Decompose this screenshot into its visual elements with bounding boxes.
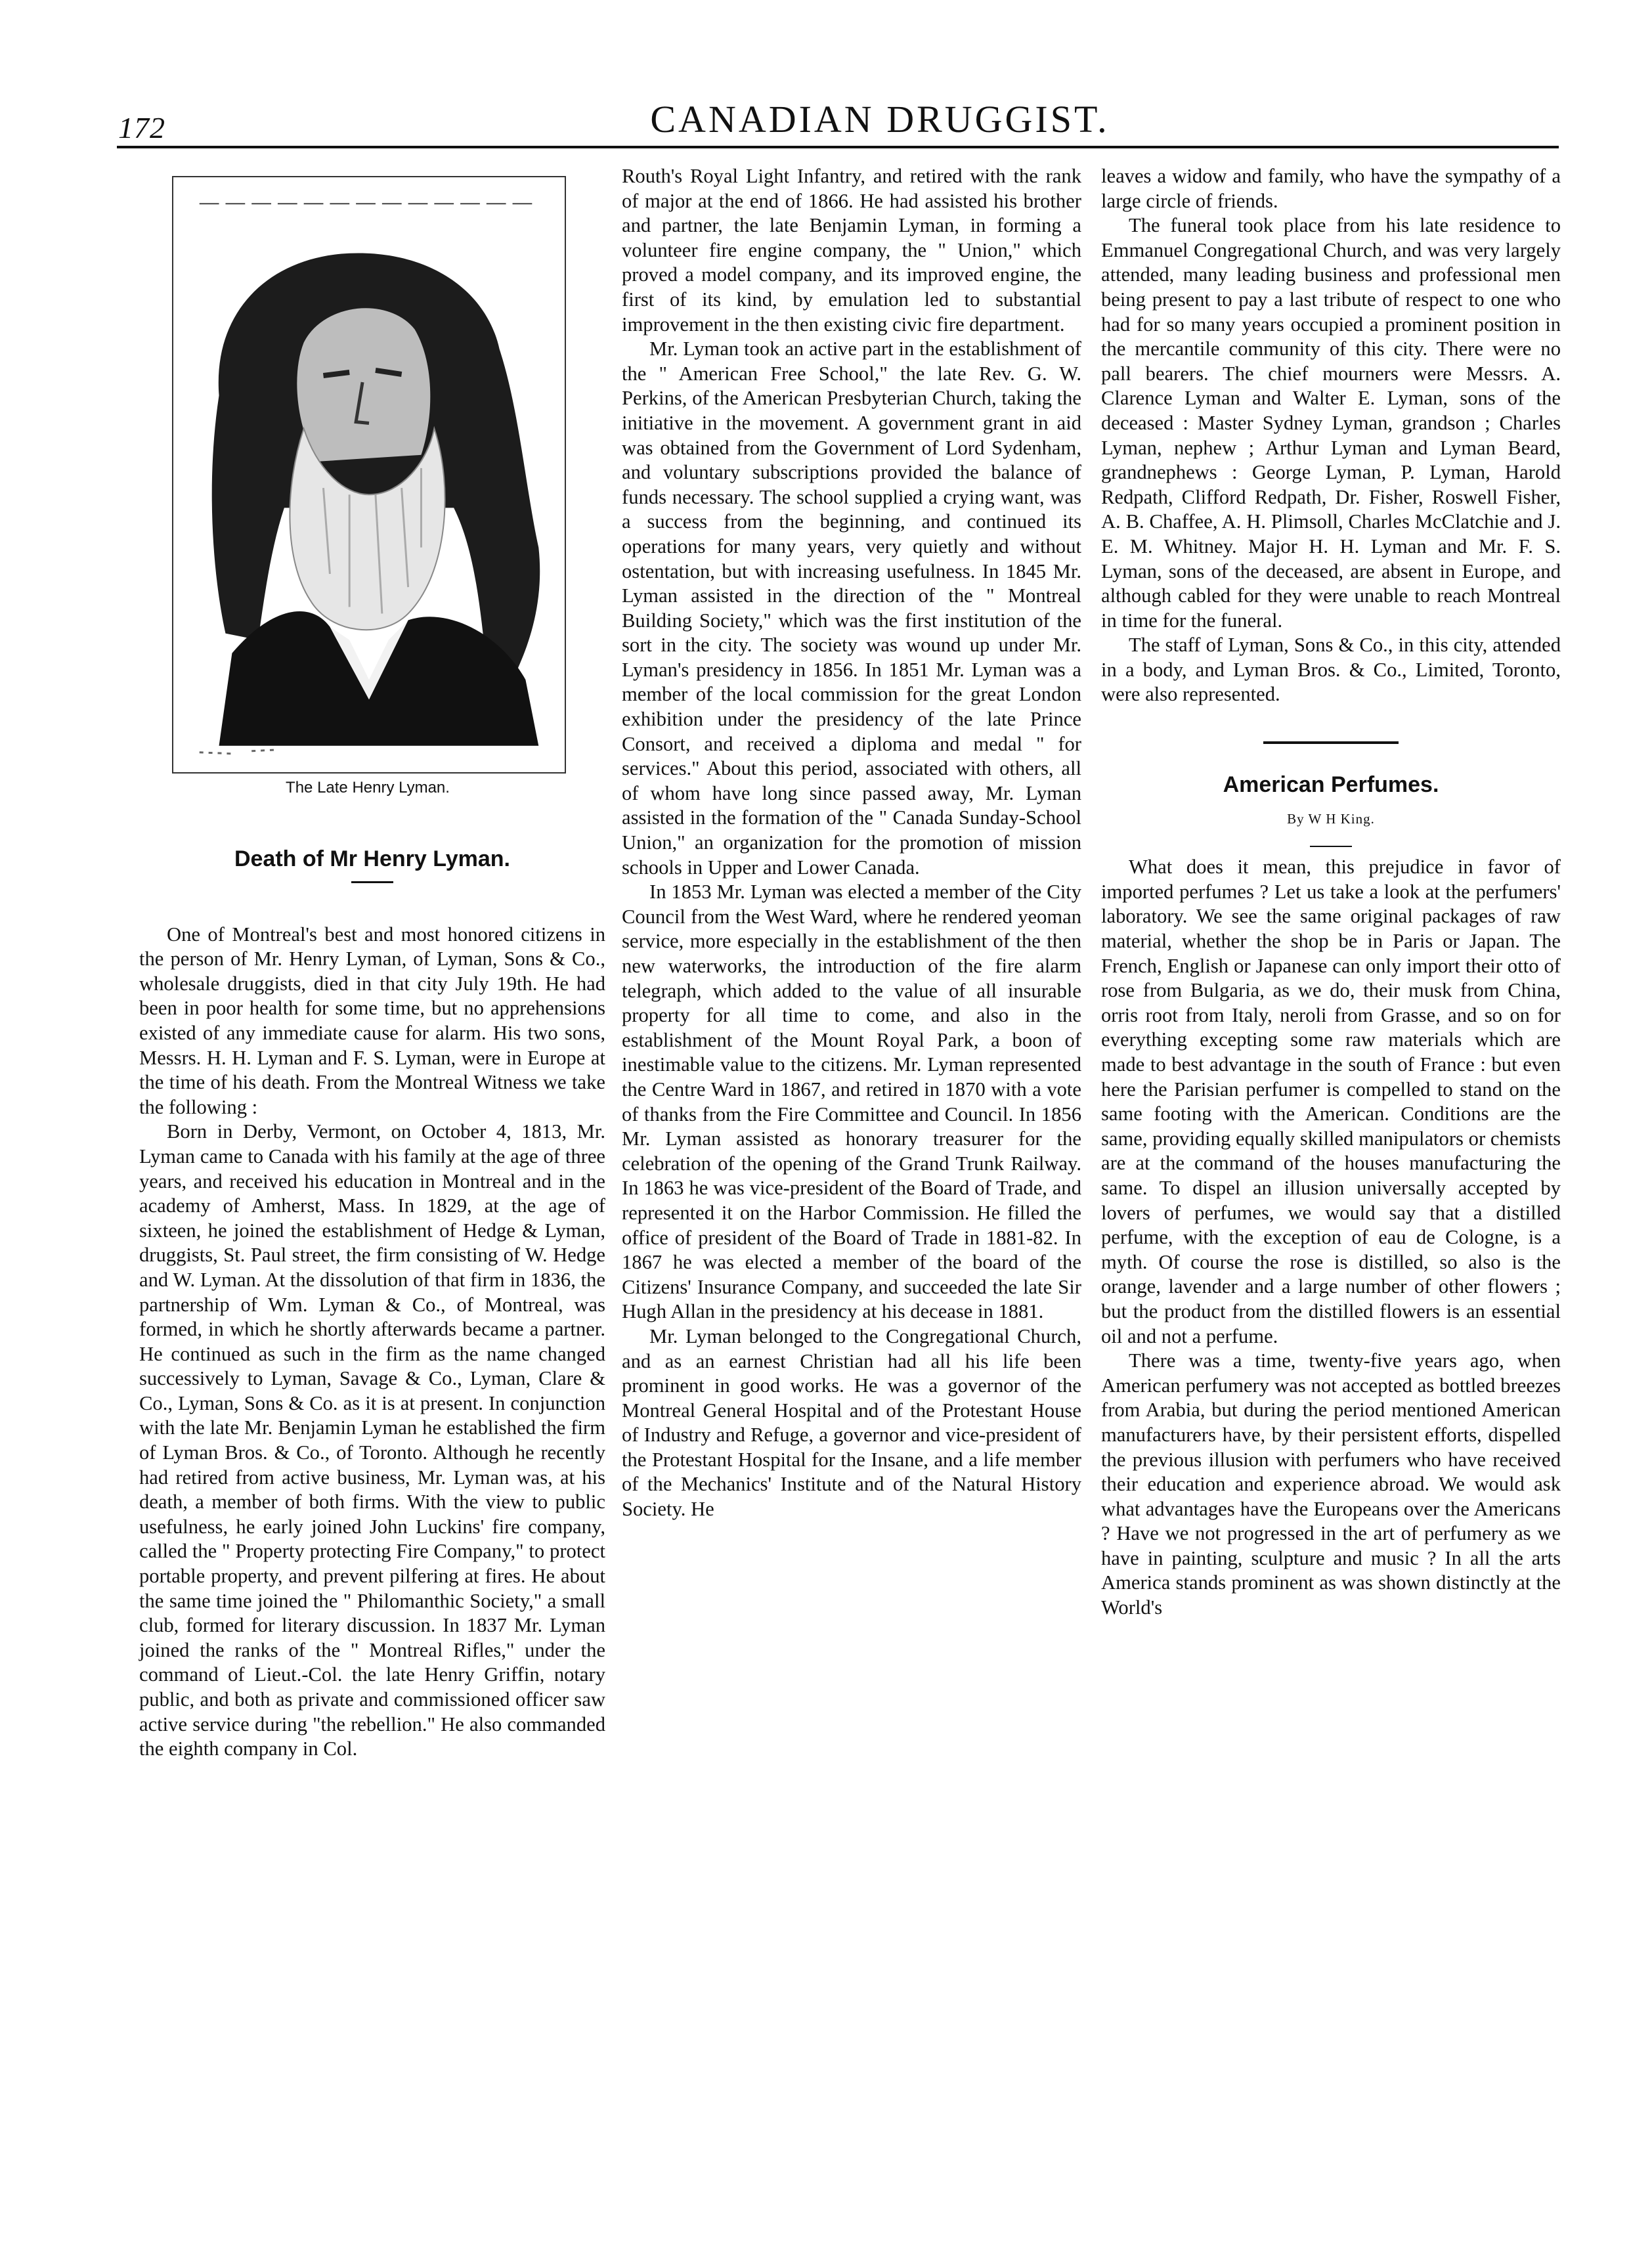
paragraph: Mr. Lyman took an active part in the establishment of the " American Free School," the late Rev. G. W. Perkins, of the American Presbyterian Church, taking the initiative in the movement. A government grant in aid was obtained from the Government of Lord Sydenham, and voluntary subscriptions provided the balance of funds necessary. The school supplied a crying want, was a success from the beginning, and continued its operations for many years, very quietly and without ostentation, but with increasing usefulness. In 1845 Mr. Lyman assisted in the direction of the " Montreal Building Society," which was the first institution of the sort in the city. The society was wound up under Mr. Lyman's presidency in 1856. In 1851 Mr. Lyman was a member of the local commission for the great London exhibition under the presidency of the late Prince Consort, and received a diploma and medal " for services." About this period, associated with others, all of whom have long since passed away, Mr. Lyman assisted in the formation of the " Canada Sunday-School Union," an organization for the promotion of mission schools in Upper and Lower Canada. (622, 338, 1081, 879)
paragraph: The staff of Lyman, Sons & Co., in this city, attended in a body, and Lyman Bros. & Co., Limited, Toronto, were also represented. (1101, 634, 1561, 706)
column-3 (1101, 164, 1561, 1621)
portrait-caption: The Late Henry Lyman. (286, 779, 450, 796)
byline-rule (1310, 846, 1352, 847)
column-2 (622, 164, 1081, 1522)
paragraph: There was a time, twenty-five years ago, when American perfumery was not accepted as bottled breezes from Arabia, but during the period mentioned American manufacturers have, by their persistent efforts, dispelled the previous illusion with perfumers who have received their education and experience abroad. We would ask what advantages have the Europeans over the Americans ? Have we not progressed in the art of perfumery as we have in painting, sculpture and music ? In all the arts America stands prominent as was shown distinctly at the World's (1101, 1349, 1561, 1619)
page-number: 172 (118, 111, 165, 144)
paragraph: Routh's Royal Light Infantry, and retired with the rank of major at the end of 1866. He had assisted his brother and partner, the late Benjamin Lyman, in forming a volunteer fire engine company, the " Union," which proved a model company, and its improved engine, the first of its kind, by emulation led to substantial improvement in the then existing civic fire department. (622, 165, 1081, 336)
paragraph: leaves a widow and family, who have the sympathy of a large circle of friends. (1101, 165, 1561, 212)
paragraph: In 1853 Mr. Lyman was elected a member of the City Council from the West Ward, where he rendered yeoman service, more especially in the establishment of the then new waterworks, the introduction of the fire alarm telegraph, which added to the value of all insurable property for all time to come, and also in the establishment of the Mount Royal Park, a boon of inestimable value to the citizens. Mr. Lyman represented the Centre Ward in 1867, and retired in 1870 with a vote of thanks from the Fire Committee and Council. In 1856 Mr. Lyman assisted as honorary treasurer for the celebration of the opening of the Grand Trunk Railway. In 1863 he was vice-president of the Board of Trade, and represented it on the Harbor Commission. He filled the office of president of the Board of Trade in 1881-82. In 1867 he was elected a member of the board of the Citizens' Insurance Company, and succeeded the late Sir Hugh Allan in the presidency at his decease in 1881. (622, 881, 1081, 1323)
article-title: American Perfumes. (1223, 772, 1439, 798)
article-title: Death of Mr Henry Lyman. (234, 846, 511, 871)
paragraph: Born in Derby, Vermont, on October 4, 1813, Mr. Lyman came to Canada with his family at the age of three years, and received his education in Montreal and in the academy of Amherst, Mass. In 1829, at the age of sixteen, he joined the establishment of Hedge & Lyman, druggists, St. Paul street, the firm consisting of W. Hedge and W. Lyman. At the dissolution of that firm in 1836, the partnership of Wm. Lyman & Co., of Montreal, was formed, in which he shortly afterwards became a partner. He continued as such in the firm as the name changed successively to Lyman, Savage & Co., Lyman, Clare & Co., Lyman, Sons & Co. as it is at present. In conjunction with the late Mr. Benjamin Lyman he established the firm of Lyman Bros. & Co., of Toronto. Although he recently had retired from active business, Mr. Lyman was, at his death, a member of both firms. With the view to public usefulness, he early joined John Luckins' fire company, called the " Property protecting Fire Company," to protect portable property, and prevent pilfering at fires. He about the same time joined the " Philomanthic Society," a small club, formed for literary discussion. In 1837 Mr. Lyman joined the ranks of the " Montreal Rifles," under the command of Lieut.-Col. the late Henry Griffin, notary public, and both as private and commissioned officer saw active service during "the rebellion." He also commanded the eighth company in Col. (139, 1120, 605, 1760)
portrait-image (172, 176, 566, 774)
paragraph: Mr. Lyman belonged to the Congregational Church, and as an earnest Christian had all his life been prominent in good works. He was a governor of the Montreal General Hospital and of the Protestant House of Industry and Refuge, a governor and vice-president of the Protestant Hospital for the Insane, and a life member of the Mechanics' Institute and of the Natural History Society. He (622, 1324, 1081, 1521)
paragraph: The funeral took place from his late residence to Emmanuel Congregational Church, and was very largely attended, many leading business and professional men being present to pay a last tribute of respect to one who had for so many years occupied a prominent position in the mercantile community of this city. There were no pall bearers. The chief mourners were Messrs. A. Clarence Lyman and Walter E. Lyman, sons of the deceased : Master Sydney Lyman, grandson ; Charles Lyman, nephew ; Arthur Lyman and Lyman Beard, grandnephews : George Lyman, P. Lyman, Harold Redpath, Clifford Redpath, Dr. Fisher, Roswell Fisher, A. B. Chaffee, A. H. Plimsoll, Charles McClatchie and J. E. M. Whitney. Major H. H. Lyman and Mr. F. S. Lyman, sons of the deceased, are absent in Europe, and although cabled for they were unable to reach Montreal in time for the funeral. (1101, 214, 1561, 632)
paragraph: One of Montreal's best and most honored citizens in the person of Mr. Henry Lyman, of Lyman, Sons & Co., wholesale druggists, died in that city July 19th. He had been in poor health for some time, but no apprehensions existed of any immediate cause for alarm. His two sons, Messrs. H. H. Lyman and F. S. Lyman, were in Europe at the time of his death. From the Montreal Witness we take the following : (139, 923, 605, 1118)
column-1 (139, 847, 605, 1762)
title-rule (351, 881, 393, 883)
section-divider (1263, 741, 1399, 744)
header-rule (117, 146, 1559, 148)
byline: By W H King. (1287, 810, 1375, 827)
paragraph: What does it mean, this prejudice in favor of imported perfumes ? Let us take a look at the perfumers' laboratory. We see the same original packages of raw material, whether the shop be in Paris or Japan. The French, English or Japanese can only import their otto of rose from Bulgaria, as we do, their musk from China, orris root from Italy, neroli from Grasse, and so on for everything excepting some raw materials which are made to best advantage in the south of France : but even here the Parisian perfumer is compelled to stand on the same footing with the American. Conditions are the same, providing equally skilled manipulators or chemists are at the command of the houses manufacturing the same. To dispel an illusion universally accepted by lovers of perfumes, we would say that a distilled perfume, with the exception of eau de Cologne, is a myth. Of course the rose is distilled, so also is the orange, lavender and a large number of other flowers ; but the product from the distilled flowers is an essential oil and not a perfume. (1101, 856, 1561, 1347)
running-head: CANADIAN DRUGGIST. (650, 98, 1110, 141)
